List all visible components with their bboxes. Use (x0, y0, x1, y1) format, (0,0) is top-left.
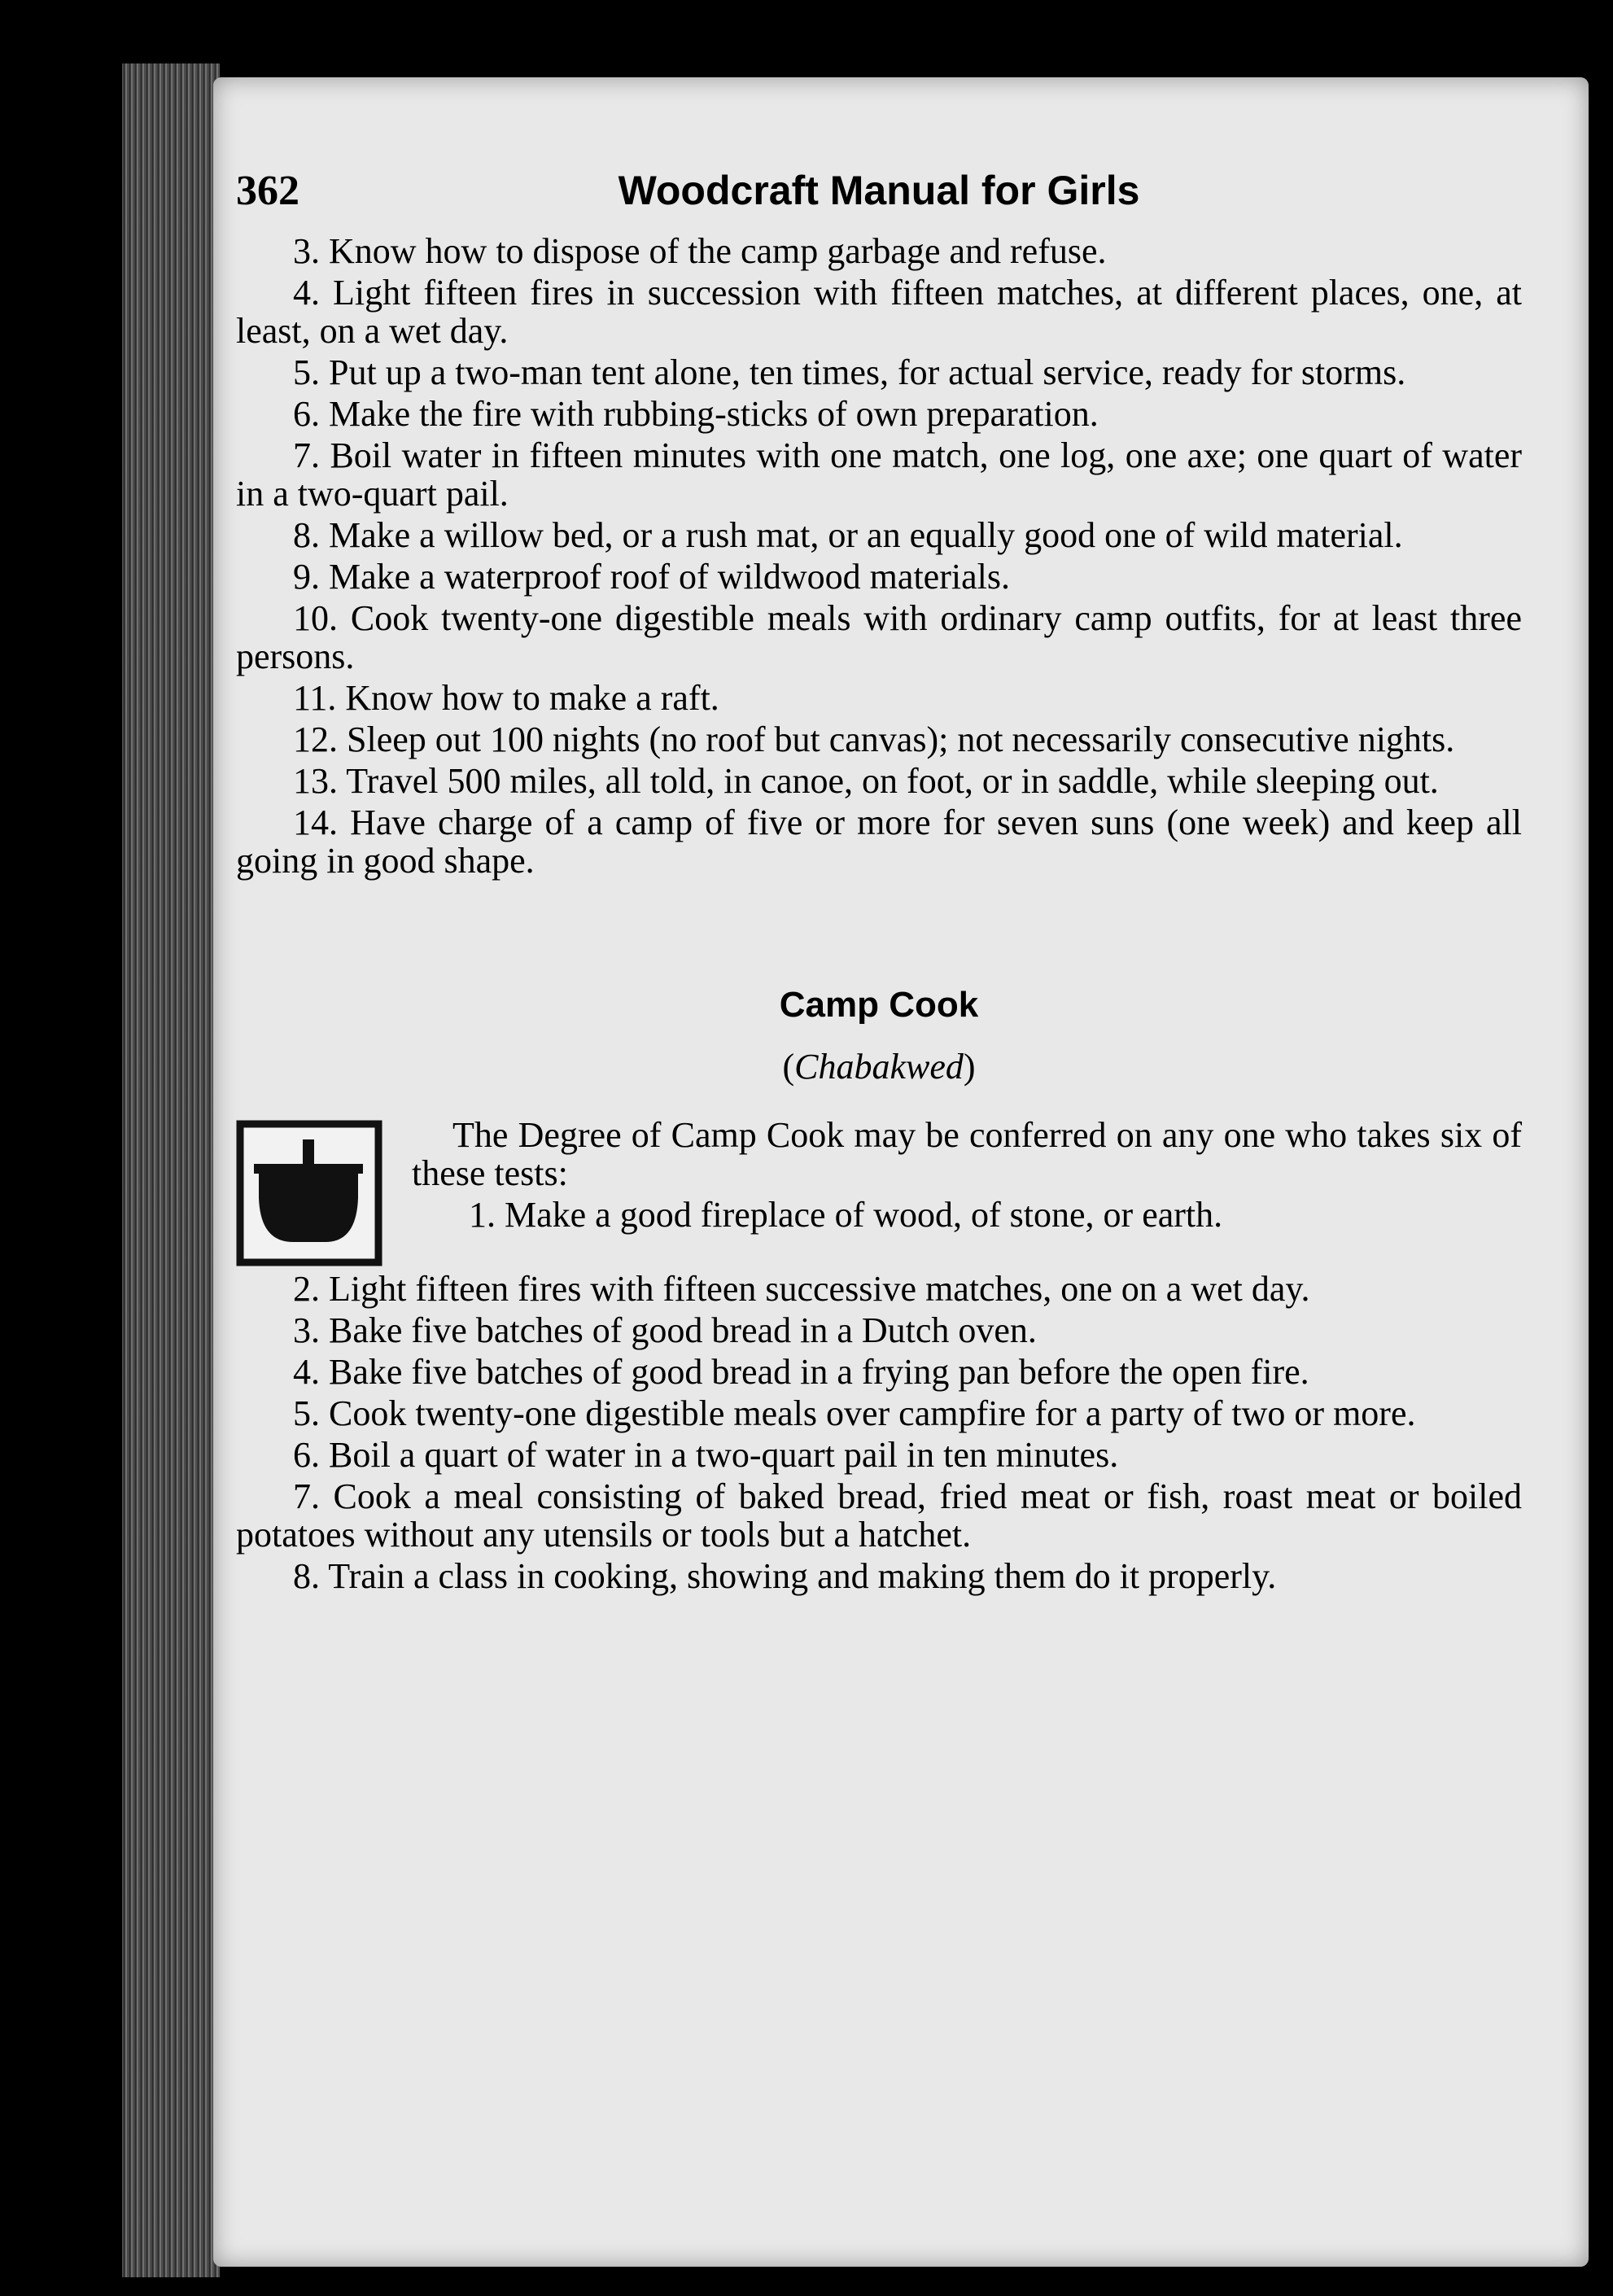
list-item: 4. Light fifteen fires in succession with fifteen matches, at different places, one, at least, on a wet day. (236, 273, 1522, 351)
tests-continued-list (236, 232, 1522, 880)
subtitle-open-paren: ( (782, 1047, 795, 1087)
list-item: 11. Know how to make a raft. (293, 678, 719, 718)
list-item: 2. Light fifteen fires with fifteen successive matches, one on a wet day. (293, 1269, 1310, 1309)
subtitle-close-paren: ) (963, 1047, 976, 1087)
cooking-pot-emblem-icon (236, 1120, 382, 1266)
section-subtitle (236, 1046, 1522, 1087)
intro-paragraph: The Degree of Camp Cook may be conferred on any one who takes six of these tests: (412, 1115, 1522, 1193)
list-item: 8. Make a willow bed, or a rush mat, or an equally good one of wild material. (293, 515, 1403, 555)
list-item: 10. Cook twenty-one digestible meals with ordinary camp outfits, for at least three persons. (236, 598, 1522, 676)
list-item: 3. Know how to dispose of the camp garbage and refuse. (293, 231, 1107, 271)
page-content (236, 159, 1522, 1598)
camp-cook-tests (236, 1116, 1522, 1595)
list-item: 5. Put up a two-man tent alone, ten times, for actual service, ready for storms. (293, 352, 1406, 392)
list-item: 8. Train a class in cooking, showing and making them do it properly. (293, 1556, 1277, 1596)
page-number: 362 (236, 168, 299, 214)
list-item: 3. Bake five batches of good bread in a Dutch oven. (293, 1310, 1037, 1350)
book-page-edges (122, 63, 220, 2277)
list-item: 13. Travel 500 miles, all told, in canoe, on foot, or in saddle, while sleeping out. (293, 761, 1439, 801)
list-item: 14. Have charge of a camp of five or more for seven suns (one week) and keep all going in good shape. (236, 803, 1522, 881)
subtitle-native-name: Chabakwed (794, 1047, 964, 1087)
list-item: 5. Cook twenty-one digestible meals over campfire for a party of two or more. (293, 1393, 1416, 1433)
list-item: 9. Make a waterproof roof of wildwood materials. (293, 557, 1010, 597)
list-item: 6. Boil a quart of water in a two-quart pail in ten minutes. (293, 1435, 1119, 1475)
list-item: 12. Sleep out 100 nights (no roof but canvas); not necessarily consecutive nights. (293, 719, 1455, 759)
running-head (236, 159, 1522, 232)
running-title: Woodcraft Manual for Girls (618, 168, 1140, 213)
list-item: 4. Bake five batches of good bread in a frying pan before the open fire. (293, 1352, 1309, 1392)
list-item: 1. Make a good fireplace of wood, of stone, or earth. (469, 1195, 1223, 1235)
list-item: 7. Boil water in fifteen minutes with one match, one log, one axe; one quart of water in a two-quart pail. (236, 435, 1522, 514)
list-item: 7. Cook a meal consisting of baked bread, fried meat or fish, roast meat or boiled potatoes without any utensils or tools but a hatchet. (236, 1476, 1522, 1555)
section-title: Camp Cook (779, 985, 979, 1025)
list-item: 6. Make the fire with rubbing-sticks of own preparation. (293, 394, 1099, 434)
